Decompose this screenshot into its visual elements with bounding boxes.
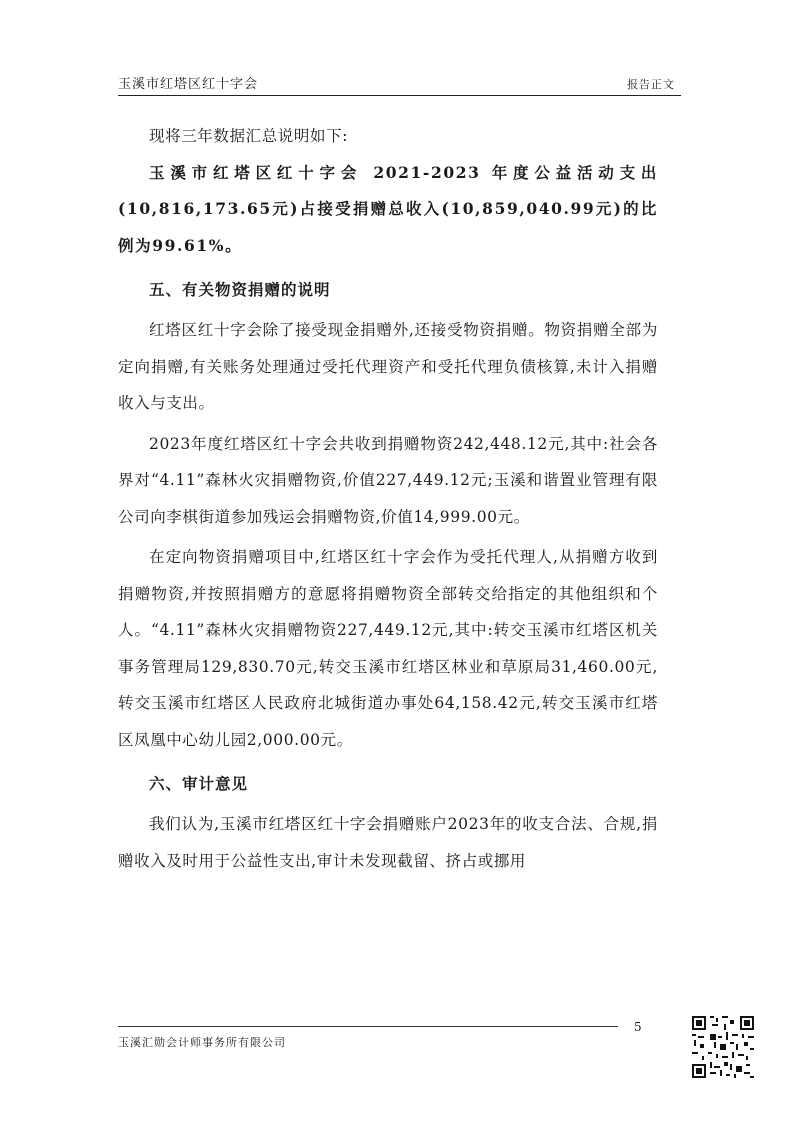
summary-ratio: 玉溪市红塔区红十字会 2021-2023 年度公益活动支出(10,816,173.65元)占接受捐赠总收入(10,859,040.99元)的比例为99.61%。 — [118, 162, 658, 255]
material-donation-2023: 2023年度红塔区红十字会共收到捐赠物资242,448.12元,其中:社会各界对“4.11”森林火灾捐赠物资,价值227,449.12元;玉溪和谐置业管理有限公司向李棋街道参加残运会捐赠物资,价值14,999.00元。 — [118, 434, 658, 526]
header-org: 玉溪市红塔区红十字会 — [118, 77, 259, 92]
audit-opinion: 我们认为,玉溪市红塔区红十字会捐赠账户2023年的收支合法、合规,捐赠收入及时用于公益性支出,审计未发现截留、挤占或挪用 — [118, 815, 658, 870]
report-body — [118, 118, 658, 879]
summary-intro: 现将三年数据汇总说明如下: — [149, 127, 349, 145]
page-number: 5 — [634, 1020, 642, 1034]
qr-code-icon — [690, 1014, 756, 1080]
section-heading-6: 六、审计意见 — [149, 774, 249, 793]
directed-donation-detail: 在定向物资捐赠项目中,红塔区红十字会作为受托代理人,从捐赠方收到捐赠物资,并按照捐赠方的意愿将捐赠物资全部转交给指定的其他组织和个人。“4.11”森林火灾捐赠物资227,449.12元,其中:转交玉溪市红塔区机关事务管理局129,830.70元,转交玉溪市红塔区林业和草原局31,460.00元,转交玉溪市红塔区人民政府北城街道办事处64,158.42元,转交玉溪市红塔区凤凰中心幼儿园2,000.00元。 — [118, 548, 658, 749]
footer-rule — [118, 1026, 618, 1027]
material-donation-intro: 红塔区红十字会除了接受现金捐赠外,还接受物资捐赠。物资捐赠全部为定向捐赠,有关账务处理通过受托代理资产和受托代理负债核算,未计入捐赠收入与支出。 — [118, 321, 658, 412]
header-rule — [118, 95, 681, 96]
footer-firm: 玉溪汇勋会计师事务所有限公司 — [118, 1036, 286, 1049]
section-heading-5: 五、有关物资捐赠的说明 — [149, 280, 331, 299]
header-section: 报告正文 — [627, 78, 675, 91]
